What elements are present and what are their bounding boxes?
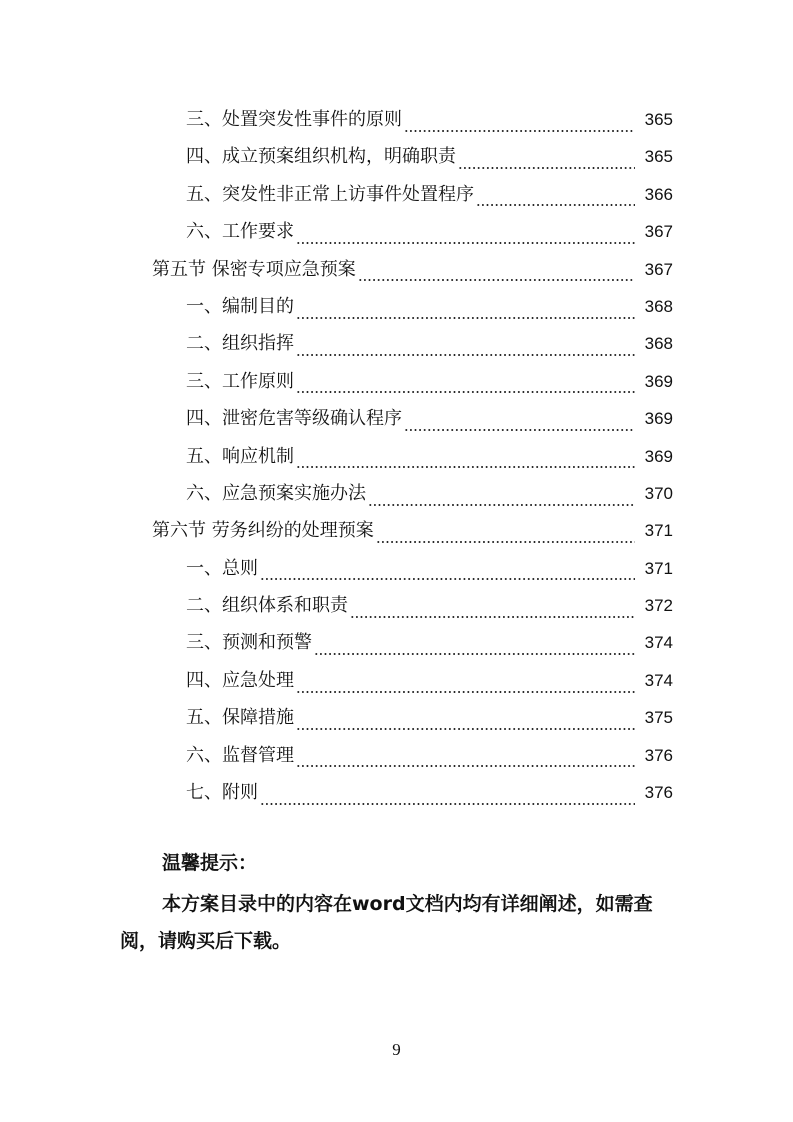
toc-entry[interactable] xyxy=(0,288,793,325)
toc-dot-leader xyxy=(314,638,635,656)
toc-dot-leader xyxy=(260,788,635,806)
notice-heading: 温馨提示： xyxy=(162,852,258,874)
toc-section-entry[interactable] xyxy=(0,251,793,288)
toc-entry-page-number: 367 xyxy=(644,222,673,242)
toc-entry-page-number: 371 xyxy=(644,558,673,578)
toc-entry-page-number: 374 xyxy=(644,670,673,690)
toc-entry[interactable] xyxy=(0,774,793,811)
toc-entry-label: 四、应急处理 xyxy=(186,669,294,691)
toc-entry-label: 一、编制目的 xyxy=(186,295,294,317)
toc-entry-page-number: 372 xyxy=(644,596,673,616)
toc-dot-leader xyxy=(358,264,635,282)
toc-entry[interactable] xyxy=(0,475,793,512)
notice-body: 本方案目录中的内容在word文档内均有详细阐述，如需查阅，请购买后下载。 xyxy=(120,893,653,952)
table-of-contents xyxy=(0,101,793,811)
toc-entry-label: 三、处置突发性事件的原则 xyxy=(186,109,402,130)
toc-entry[interactable] xyxy=(0,400,793,437)
toc-entry-page-number: 375 xyxy=(644,708,673,728)
toc-entry-page-number: 376 xyxy=(644,745,673,765)
toc-section-label: 第五节 保密专项应急预案 xyxy=(152,258,356,280)
toc-entry-label: 五、突发性非正常上访事件处置程序 xyxy=(186,183,474,205)
toc-entry-label: 五、保障措施 xyxy=(186,707,294,729)
toc-section-entry[interactable] xyxy=(0,512,793,549)
toc-entry-page-number: 369 xyxy=(644,446,673,466)
toc-entry-label: 一、总则 xyxy=(186,557,258,579)
toc-entry[interactable] xyxy=(0,438,793,475)
toc-dot-leader xyxy=(296,302,635,320)
toc-entry-label: 五、响应机制 xyxy=(186,445,294,467)
toc-entry[interactable] xyxy=(0,587,793,624)
toc-dot-leader xyxy=(296,713,635,731)
toc-entry-label: 二、组织体系和职责 xyxy=(186,595,348,617)
toc-entry-page-number: 369 xyxy=(644,371,673,391)
toc-dot-leader xyxy=(260,563,635,581)
toc-entry[interactable] xyxy=(0,662,793,699)
toc-entry-page-number: 366 xyxy=(644,184,673,204)
toc-entry-page-number: 376 xyxy=(644,783,673,803)
toc-dot-leader xyxy=(368,489,635,507)
toc-dot-leader xyxy=(458,152,635,170)
toc-entry[interactable] xyxy=(0,737,793,774)
toc-dot-leader xyxy=(296,376,635,394)
toc-entry[interactable] xyxy=(0,101,793,138)
toc-entry-page-number: 365 xyxy=(644,147,673,167)
toc-dot-leader xyxy=(350,601,635,619)
toc-dot-leader xyxy=(404,115,635,133)
toc-entry[interactable] xyxy=(0,138,793,175)
toc-entry[interactable] xyxy=(0,624,793,661)
toc-entry-label: 三、预测和预警 xyxy=(186,632,312,654)
toc-section-label: 第六节 劳务纠纷的处理预案 xyxy=(152,520,374,542)
toc-entry[interactable] xyxy=(0,699,793,736)
toc-dot-leader xyxy=(376,526,635,544)
toc-dot-leader xyxy=(296,676,635,694)
toc-entry[interactable] xyxy=(0,363,793,400)
toc-entry-label: 四、泄密危害等级确认程序 xyxy=(186,408,402,430)
toc-dot-leader xyxy=(296,339,635,357)
toc-entry-page-number: 374 xyxy=(644,633,673,653)
toc-entry-label: 三、工作原则 xyxy=(186,370,294,392)
toc-entry-page-number: 369 xyxy=(644,409,673,429)
toc-entry-label: 二、组织指挥 xyxy=(186,333,294,355)
toc-entry-page-number: 367 xyxy=(644,259,673,279)
toc-dot-leader xyxy=(296,451,635,469)
toc-dot-leader xyxy=(296,750,635,768)
toc-entry[interactable] xyxy=(0,213,793,250)
toc-dot-leader xyxy=(404,414,635,432)
toc-entry-label: 六、应急预案实施办法 xyxy=(186,482,366,504)
toc-entry-label: 六、工作要求 xyxy=(186,221,294,243)
toc-entry-page-number: 370 xyxy=(644,483,673,503)
page-number: 9 xyxy=(392,1040,401,1059)
toc-entry[interactable] xyxy=(0,176,793,213)
toc-entry-label: 七、附则 xyxy=(186,782,258,804)
toc-entry[interactable] xyxy=(0,325,793,362)
toc-entry-page-number: 368 xyxy=(644,334,673,354)
toc-entry-label: 四、成立预案组织机构，明确职责 xyxy=(186,146,456,168)
toc-entry[interactable] xyxy=(0,550,793,587)
toc-dot-leader xyxy=(476,189,635,207)
toc-entry-page-number: 368 xyxy=(644,296,673,316)
toc-entry-page-number: 365 xyxy=(644,110,673,129)
toc-entry-label: 六、监督管理 xyxy=(186,744,294,766)
toc-entry-page-number: 371 xyxy=(644,521,673,541)
toc-dot-leader xyxy=(296,227,635,245)
